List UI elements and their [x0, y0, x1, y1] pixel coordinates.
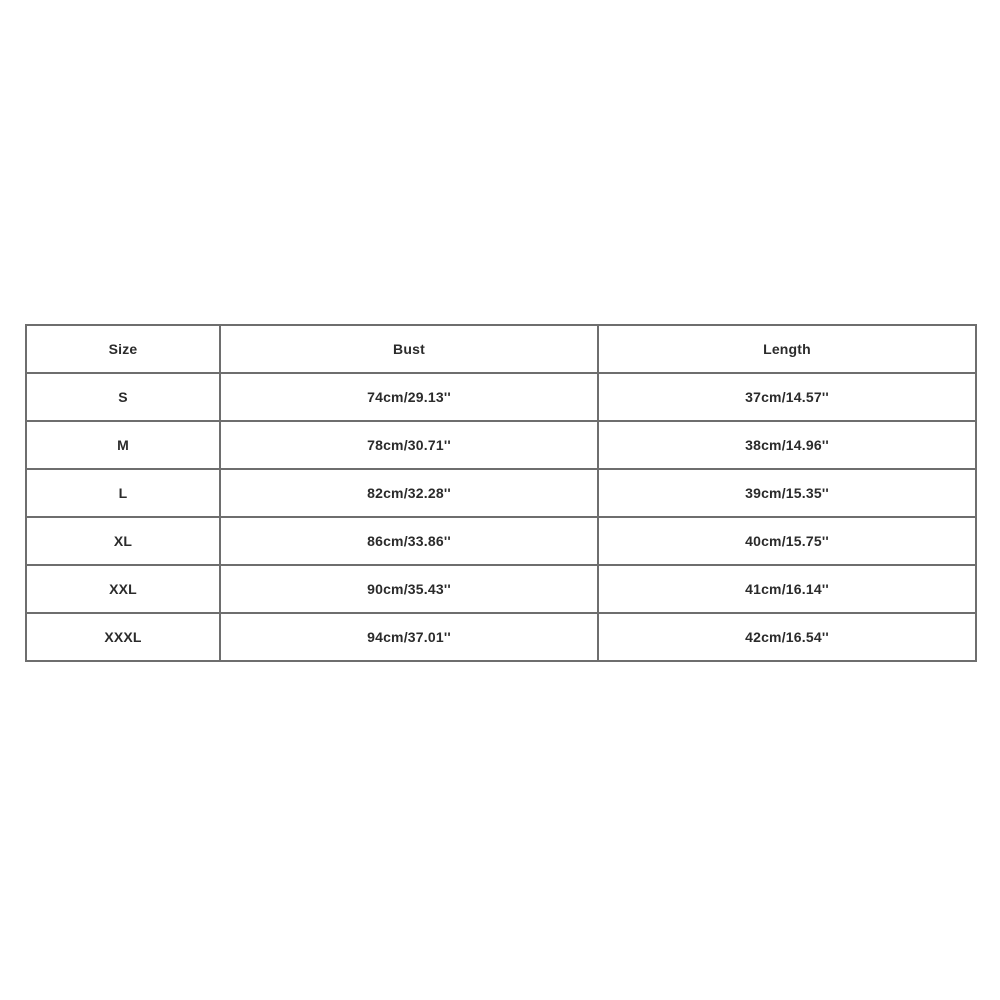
- table-header-row: [26, 325, 976, 373]
- table-row: [26, 421, 976, 469]
- header-bust: Bust: [220, 325, 598, 373]
- header-length: Length: [598, 325, 976, 373]
- bust-cell: 94cm/37.01'': [220, 613, 598, 661]
- table-row: [26, 565, 976, 613]
- size-chart-table: [25, 324, 977, 662]
- bust-cell: 86cm/33.86'': [220, 517, 598, 565]
- length-cell: 42cm/16.54'': [598, 613, 976, 661]
- bust-cell: 74cm/29.13'': [220, 373, 598, 421]
- size-cell: XL: [26, 517, 220, 565]
- header-size: Size: [26, 325, 220, 373]
- length-cell: 41cm/16.14'': [598, 565, 976, 613]
- length-cell: 40cm/15.75'': [598, 517, 976, 565]
- size-cell: L: [26, 469, 220, 517]
- size-cell: XXXL: [26, 613, 220, 661]
- table-row: [26, 517, 976, 565]
- bust-cell: 90cm/35.43'': [220, 565, 598, 613]
- bust-cell: 82cm/32.28'': [220, 469, 598, 517]
- length-cell: 38cm/14.96'': [598, 421, 976, 469]
- table-row: [26, 469, 976, 517]
- bust-cell: 78cm/30.71'': [220, 421, 598, 469]
- length-cell: 37cm/14.57'': [598, 373, 976, 421]
- size-cell: S: [26, 373, 220, 421]
- length-cell: 39cm/15.35'': [598, 469, 976, 517]
- table-row: [26, 613, 976, 661]
- size-cell: M: [26, 421, 220, 469]
- table-row: [26, 373, 976, 421]
- size-cell: XXL: [26, 565, 220, 613]
